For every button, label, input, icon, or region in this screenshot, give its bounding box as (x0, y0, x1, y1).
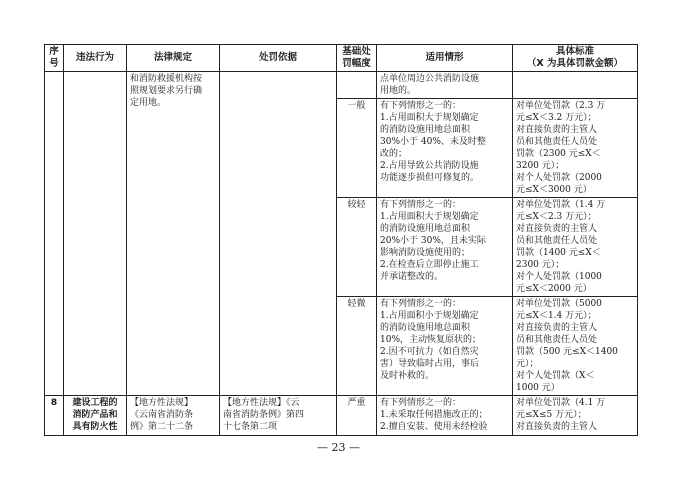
cell-conditions: 有下列情形之一的： 1.占用面积大于规划确定 的消防设施用地总面积 20%小于 30%，且未实际 影响消防设施使用的； 2.在检查后立即停止施工 并承诺整改的。 (377, 198, 513, 297)
header-standard: 具体标准 （X 为具体罚款金额） (513, 45, 638, 72)
header-no: 序 号 (45, 45, 64, 72)
header-conditions: 适用情形 (377, 45, 513, 72)
cell-no: 8 (45, 396, 64, 436)
cell-degree: 一般 (337, 99, 377, 198)
table-header-row (45, 45, 638, 72)
header-basis: 处罚依据 (220, 45, 337, 72)
cell-degree: 较轻 (337, 198, 377, 297)
cell-basis: 【地方性法规】《云 南省消防条例》第四 十七条第二项 (220, 396, 337, 436)
cell-conditions: 点单位周边公共消防设施 用地的。 (377, 72, 513, 99)
cell-violation (64, 72, 127, 396)
cell-standard: 对单位处罚款（2.3 万 元≤X＜3.2 万元）； 对直接负责的主管人 员和其他责任人员处 罚款（2300 元≤X＜ 3200 元）； 对个人处罚款（2000 元≤X＜3000 元） (513, 99, 638, 198)
cell-degree (337, 72, 377, 99)
cell-law: 【地方性法规】 《云南省消防条 例》第二十二条 (127, 396, 220, 436)
cell-violation: 建设工程的 消防产品和 具有防火性 (64, 396, 127, 436)
header-law: 法律规定 (127, 45, 220, 72)
cell-degree: 严重 (337, 396, 377, 436)
cell-standard: 对单位处罚款（1.4 万 元≤X＜2.3 万元）； 对直接负责的主管人 员和其他责任人员处 罚款（1400 元≤X＜ 2300 元）； 对个人处罚款（1000 元≤X＜2000 元） (513, 198, 638, 297)
table-row (45, 396, 638, 436)
cell-no (45, 72, 64, 396)
cell-conditions: 有下列情形之一的： 1.未采取任何措施改正的； 2.擅自安装、使用未经检验 (377, 396, 513, 436)
table-row (45, 72, 638, 99)
cell-law: 和消防救援机构按 照规划要求另行确 定用地。 (127, 72, 220, 396)
cell-degree: 轻微 (337, 297, 377, 396)
header-degree: 基础处 罚幅度 (337, 45, 377, 72)
cell-basis (220, 72, 337, 396)
penalty-standards-table (44, 44, 638, 436)
cell-standard (513, 72, 638, 99)
page-number: — 23 — (317, 441, 360, 454)
header-violation: 违法行为 (64, 45, 127, 72)
cell-standard: 对单位处罚款（4.1 万 元≤X≤5 万元）； 对直接负责的主管人 (513, 396, 638, 436)
cell-standard: 对单位处罚款（5000 元≤X＜1.4 万元）； 对直接负责的主管人 员和其他责任人员处 罚款（500 元≤X＜1400 元）； 对个人处罚款（X＜ 1000 元） (513, 297, 638, 396)
cell-conditions: 有下列情形之一的： 1.占用面积小于规划确定 的消防设施用地总面积 10%，主动恢复原状的； 2.因不可抗力（如自然灾 害）导致临时占用，事后 及时补救的。 (377, 297, 513, 396)
cell-conditions: 有下列情形之一的： 1.占用面积大于规划确定 的消防设施用地总面积 30%小于 40%、未及时整 改的； 2.占用导致公共消防设施 功能逐步损但可修复的。 (377, 99, 513, 198)
